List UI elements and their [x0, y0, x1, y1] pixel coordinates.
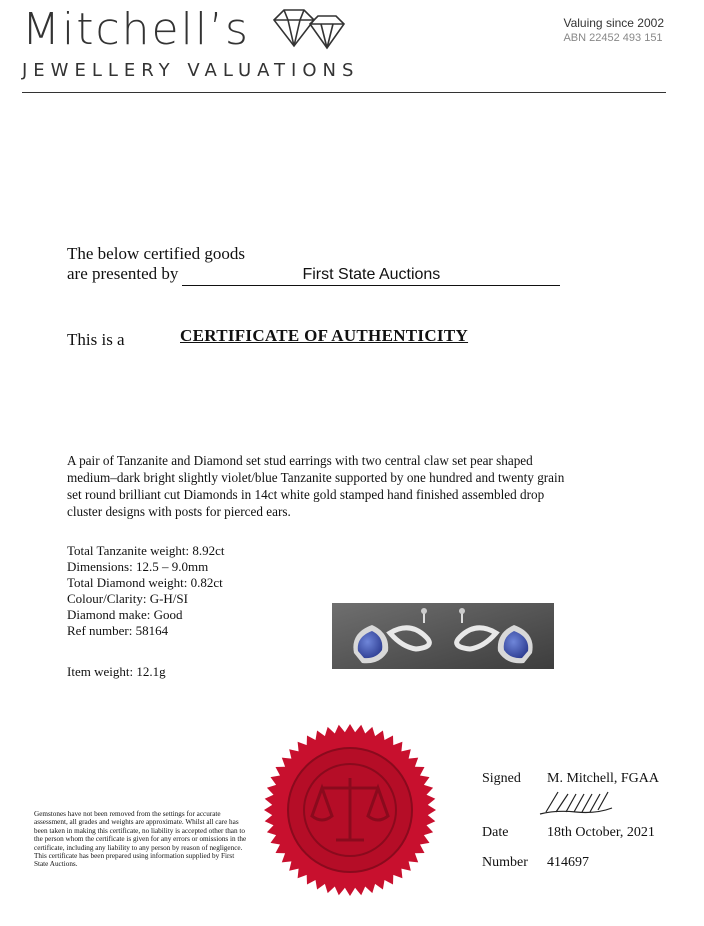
tagline: Valuing since 2002: [563, 16, 664, 30]
header-info: [563, 16, 664, 44]
certificate-prefix: This is a: [67, 330, 125, 349]
intro-line2-prefix: are presented by: [67, 264, 179, 283]
wax-seal-icon: [262, 722, 438, 898]
number-label: Number: [482, 855, 528, 870]
brand-subtitle: JEWELLERY VALUATIONS: [22, 60, 360, 81]
spec-colour-clarity: Colour/Clarity: G-H/SI: [67, 591, 188, 606]
intro-block: [67, 244, 560, 286]
signature-mark: [536, 786, 616, 820]
presenter-name: First State Auctions: [182, 265, 560, 286]
number-value: 414697: [547, 855, 589, 870]
spec-diamond-weight: Total Diamond weight: 0.82ct: [67, 575, 223, 590]
earrings-photo: [332, 603, 554, 669]
abn: ABN 22452 493 151: [563, 32, 663, 44]
intro-line1: The below certified goods: [67, 244, 245, 263]
spec-list: [67, 543, 225, 639]
spec-tanzanite-weight: Total Tanzanite weight: 8.92ct: [67, 543, 225, 558]
signed-label: Signed: [482, 771, 521, 786]
spec-diamond-make: Diamond make: Good: [67, 607, 183, 622]
date-value: 18th October, 2021: [547, 825, 655, 840]
item-description: A pair of Tanzanite and Diamond set stud earrings with two central claw set pear shaped medium–dark bright slightly violet/blue Tanzanite supported by one hundred and twenty grain set round brilliant cut Diamonds in 14ct white gold stamped hand finished assembled drop cluster designs with posts for pierced ears.: [67, 453, 565, 519]
date-label: Date: [482, 825, 509, 840]
brand-name: Mitchell’s: [22, 4, 250, 55]
header-rule: [22, 92, 666, 93]
signed-value: M. Mitchell, FGAA: [547, 771, 659, 786]
spec-dimensions: Dimensions: 12.5 – 9.0mm: [67, 559, 209, 574]
diamond-logo-icon: [270, 6, 354, 52]
disclaimer: Gemstones have not been removed from the settings for accurate assessment, all grades and weights are approximate. Whilst all care has been taken in making this certificate, no liability is accepted other than to the person whom the certificate is given for any errors or omissions in the certificate, including any liability to any person by reason of negligence. This certificate has been prepared using information supplied by First State Auctions.: [34, 810, 247, 869]
item-weight: Item weight: 12.1g: [67, 664, 166, 679]
certificate-title: CERTIFICATE OF AUTHENTICITY: [180, 326, 469, 345]
spec-ref-number: Ref number: 58164: [67, 623, 169, 638]
